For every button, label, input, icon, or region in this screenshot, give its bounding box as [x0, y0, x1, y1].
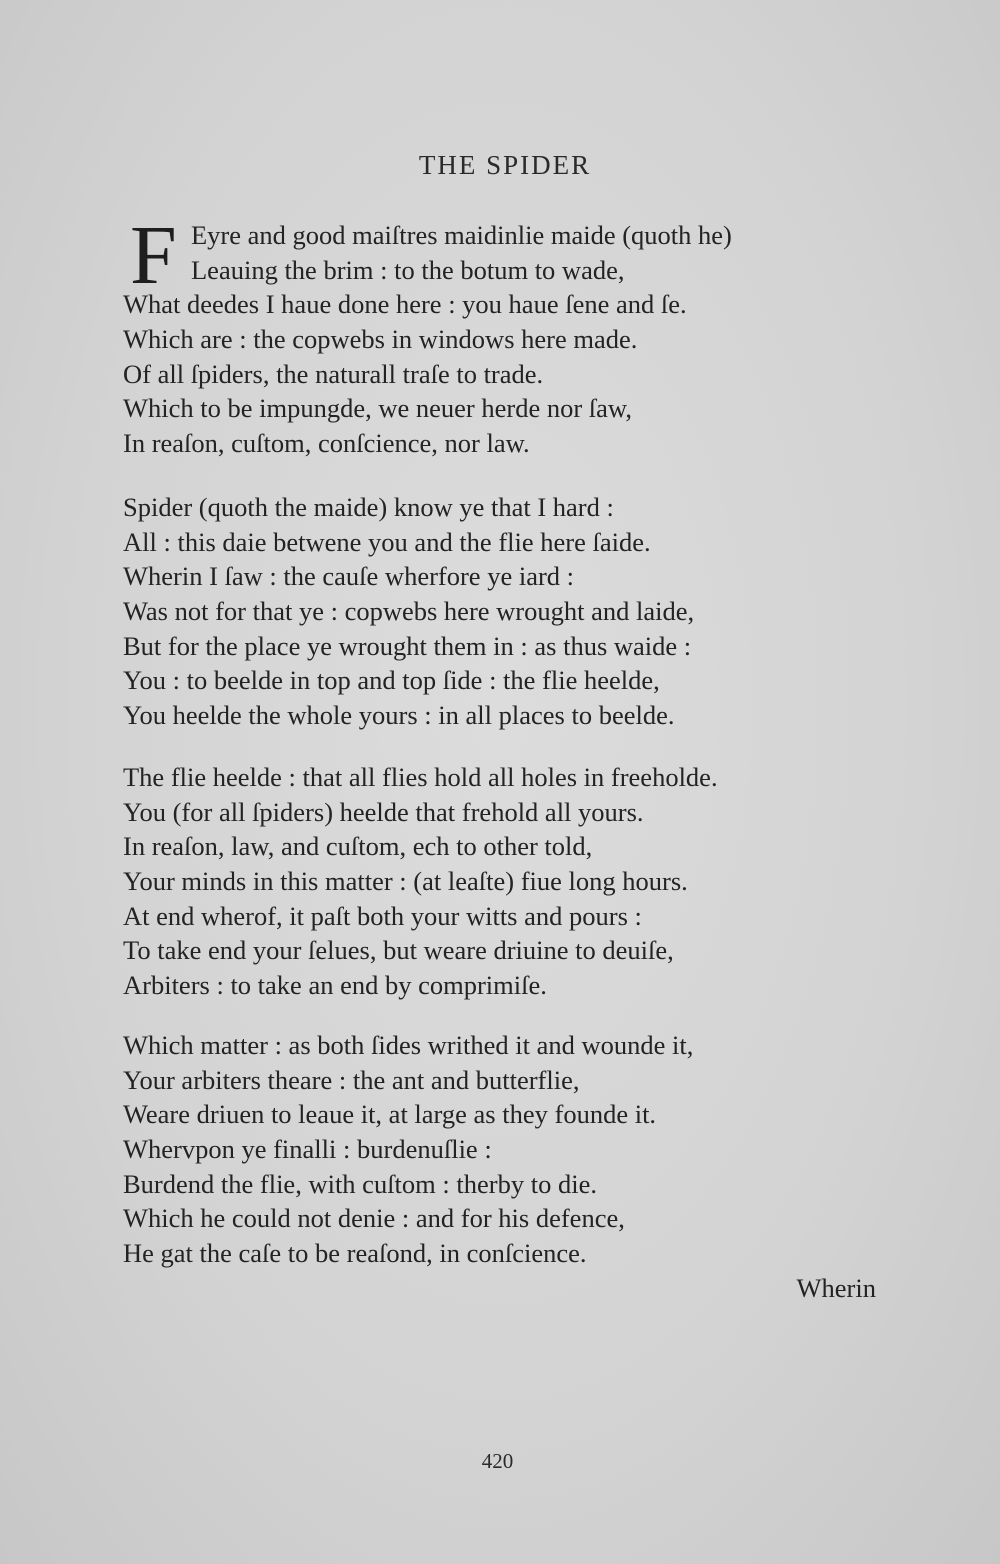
verse-line: He gat the caſe to be reaſond, in conſcience. — [123, 1238, 587, 1269]
verse-line: You heelde the whole yours : in all places to beelde. — [123, 700, 675, 731]
verse-line: Which he could not denie : and for his defence, — [123, 1203, 625, 1234]
catchword: Wherin — [796, 1273, 876, 1303]
page-title: THE SPIDER — [418, 150, 592, 180]
verse-line: Leauing the brim : to the botum to wade, — [191, 254, 625, 285]
verse-line: Whervpon ye finalli : burdenuſlie : — [123, 1134, 492, 1165]
verse-line: You : to beelde in top and top ſide : the flie heelde, — [123, 665, 660, 696]
verse-line: Wherin I ſaw : the cauſe wherfore ye iard : — [123, 561, 575, 592]
verse-line: Was not for that ye : copwebs here wrought and laide, — [123, 596, 695, 627]
verse-line: Eyre and good maiſtres maidinlie maide (quoth he) — [191, 220, 732, 250]
page-number: 420 — [481, 1449, 514, 1473]
verse-line: Your minds in this matter : (at leaſte) fiue long hours. — [123, 866, 688, 897]
verse-line: All : this daie betwene you and the flie here ſaide. — [123, 526, 651, 557]
verse-line: Burdend the flie, with cuſtom : therby to die. — [123, 1168, 597, 1199]
drop-cap-initial: F — [130, 209, 177, 302]
verse-line: At end wherof, it paſt both your witts and pours : — [123, 900, 642, 931]
verse-line: Which matter : as both ſides writhed it and wounde it, — [123, 1030, 694, 1060]
verse-line: To take end your ſelues, but weare driuine to deuiſe, — [123, 935, 674, 966]
verse-line: Weare driuen to leaue it, at large as they founde it. — [123, 1099, 657, 1130]
verse-line: But for the place ye wrought them in : as thus waide : — [123, 630, 692, 661]
stanza-4 — [123, 1028, 903, 1271]
verse-line: Of all ſpiders, the naturall traſe to trade. — [123, 358, 544, 389]
verse-line: Your arbiters theare : the ant and butterflie, — [123, 1064, 580, 1095]
verse-line: Arbiters : to take an end by comprimiſe. — [123, 970, 547, 1001]
stanza-1 — [123, 218, 903, 461]
verse-line: The flie heelde : that all flies hold all holes in freeholde. — [123, 762, 718, 792]
verse-line: In reaſon, law, and cuſtom, ech to other told, — [123, 831, 593, 862]
stanza-3 — [123, 760, 903, 1003]
verse-line: Spider (quoth the maide) know ye that I hard : — [123, 492, 614, 522]
verse-line: What deedes I haue done here : you haue ſene and ſe. — [123, 289, 687, 320]
stanza-2 — [123, 490, 903, 733]
verse-line: In reaſon, cuſtom, conſcience, nor law. — [123, 428, 530, 459]
verse-line: Which to be impungde, we neuer herde nor ſaw, — [123, 393, 632, 424]
verse-line: Which are : the copwebs in windows here made. — [123, 324, 638, 355]
verse-line: You (for all ſpiders) heelde that frehold all yours. — [123, 796, 644, 827]
